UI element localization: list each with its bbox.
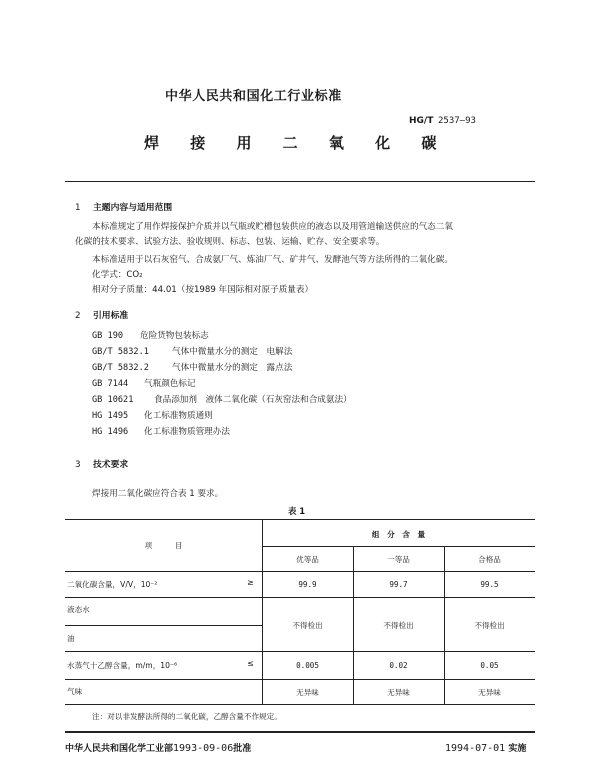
- molecular-mass: 相对分子质量：44.01（按1989 年国际相对原子质量表）: [92, 285, 314, 295]
- reference-name: 危险货物包装标志: [140, 331, 209, 341]
- table-row-divider: [65, 651, 535, 652]
- section-3-heading: [75, 457, 128, 470]
- table-item-header: 项 目: [144, 541, 183, 550]
- grade-header-qualified: 合格品: [478, 555, 501, 564]
- implementation-line: [445, 741, 526, 754]
- reference-item: [92, 426, 230, 438]
- cell-vapor-qualified: 0.05: [480, 661, 499, 670]
- section-1-para-1-cont: 化碳的技术要求、试验方法、验收规则、标志、包装、运输、贮存、安全要求等。: [75, 237, 385, 247]
- cell-vapor-premium: 0.005: [296, 661, 319, 670]
- reference-code: GB 10621: [92, 395, 134, 405]
- standard-code-number: 2537—93: [438, 116, 476, 126]
- reference-name: 气体中微量水分的测定 露点法: [172, 363, 293, 373]
- reference-item: [92, 394, 352, 406]
- approval-line: [65, 741, 251, 754]
- reference-item: [92, 362, 292, 374]
- row-operator-co2: ≥: [247, 578, 254, 587]
- reference-code: GB/T 5832.2: [92, 363, 149, 373]
- section-3-title: 技术要求: [93, 460, 129, 470]
- section-2-title: 引用标准: [93, 311, 129, 321]
- table-caption: 表 1: [288, 506, 306, 516]
- grade-header-premium: 优等品: [296, 555, 319, 564]
- table-header-bottom: [65, 571, 535, 572]
- cell-odor-premium: 无异味: [296, 688, 319, 697]
- section-1-heading: [75, 200, 172, 213]
- row-label-odor: 气味: [67, 687, 83, 696]
- section-3-intro: 焊接用二氧化碳应符合表 1 要求。: [92, 489, 224, 499]
- table-header-divider: [262, 546, 535, 547]
- chemical-formula: 化学式：CO₂: [92, 270, 143, 280]
- row-operator-vapor: ≤: [247, 659, 254, 668]
- standard-category: 中华人民共和国化工行业标准: [165, 89, 342, 104]
- row-label-vapor: 水蒸气十乙醇含量，m/m，10⁻⁶: [67, 661, 178, 670]
- reference-name: 化工标准物质通则: [144, 411, 213, 421]
- section-3-number: 3: [75, 460, 81, 470]
- approval-word: 批准: [233, 744, 252, 754]
- table-row-divider: [65, 625, 262, 626]
- row-label-co2: 二氧化碳含量，V/V，10⁻²: [67, 580, 158, 589]
- reference-item: [92, 330, 209, 342]
- section-1-para-2: 本标准适用于以石灰窑气、合成氨厂气、炼油厂气、矿井气、发酵池气等方法所得的二氧化碳。: [92, 255, 453, 265]
- table-row-divider: [65, 679, 535, 680]
- reference-name: 气瓶颜色标记: [144, 379, 196, 389]
- section-2-heading: [75, 308, 128, 321]
- reference-item: [92, 410, 213, 422]
- section-1-number: 1: [75, 203, 81, 213]
- header-rule: [65, 181, 535, 182]
- reference-code: HG 1495: [92, 411, 129, 421]
- implementation-word: 实施: [508, 744, 527, 754]
- implementation-date: 1994-07-01: [445, 743, 506, 754]
- cell-odor-first: 无异味: [387, 688, 410, 697]
- table-border-bottom: [65, 704, 535, 705]
- reference-item: [92, 346, 292, 358]
- section-2-number: 2: [75, 311, 81, 321]
- standard-code-prefix: HG/T: [409, 116, 434, 126]
- cell-vapor-first: 0.02: [389, 661, 408, 670]
- cell-co2-qualified: 99.5: [480, 580, 499, 589]
- reference-code: GB 190: [92, 331, 124, 341]
- reference-item: [92, 378, 196, 390]
- grade-header-first: 一等品: [387, 555, 410, 564]
- section-1-para-1: 本标准规定了用作焊接保护介质并以气瓶或贮槽包装供应的液态以及用管道输送供应的气态二氧: [92, 222, 453, 232]
- reference-name: 化工标准物质管理办法: [144, 427, 230, 437]
- reference-code: GB 7144: [92, 379, 129, 389]
- cell-water-oil-premium: 不得检出: [292, 621, 323, 630]
- reference-code: GB/T 5832.1: [92, 347, 149, 357]
- cell-co2-premium: 99.9: [298, 580, 317, 589]
- reference-name: 食品添加剂 液体二氧化碳（石灰窑法和合成氨法）: [154, 395, 352, 405]
- cell-odor-qualified: 无异味: [478, 688, 501, 697]
- row-label-liquid-water: 液态水: [67, 605, 90, 614]
- table-border-top: [65, 519, 535, 520]
- table-row-divider: [65, 597, 535, 598]
- reference-code: HG 1496: [92, 427, 129, 437]
- approval-org: 中华人民共和国化学工业部: [65, 744, 174, 754]
- approval-date: 1993-09-06: [173, 743, 234, 754]
- footer-rule: [65, 731, 535, 733]
- cell-co2-first: 99.7: [389, 580, 408, 589]
- section-1-title: 主题内容与适用范围: [93, 203, 173, 213]
- table-group-header: 组 分 含 量: [371, 530, 426, 539]
- row-label-oil: 油: [67, 634, 75, 643]
- reference-name: 气体中微量水分的测定 电解法: [172, 347, 293, 357]
- cell-water-oil-qualified: 不得检出: [474, 621, 505, 630]
- document-title: 焊 接 用 二 氧 化 碳: [144, 134, 450, 152]
- cell-water-oil-first: 不得检出: [383, 621, 414, 630]
- table-column-divider: [262, 519, 263, 704]
- table-note: 注：对以非发酵法所得的二氧化碳，乙醇含量不作规定。: [92, 712, 282, 721]
